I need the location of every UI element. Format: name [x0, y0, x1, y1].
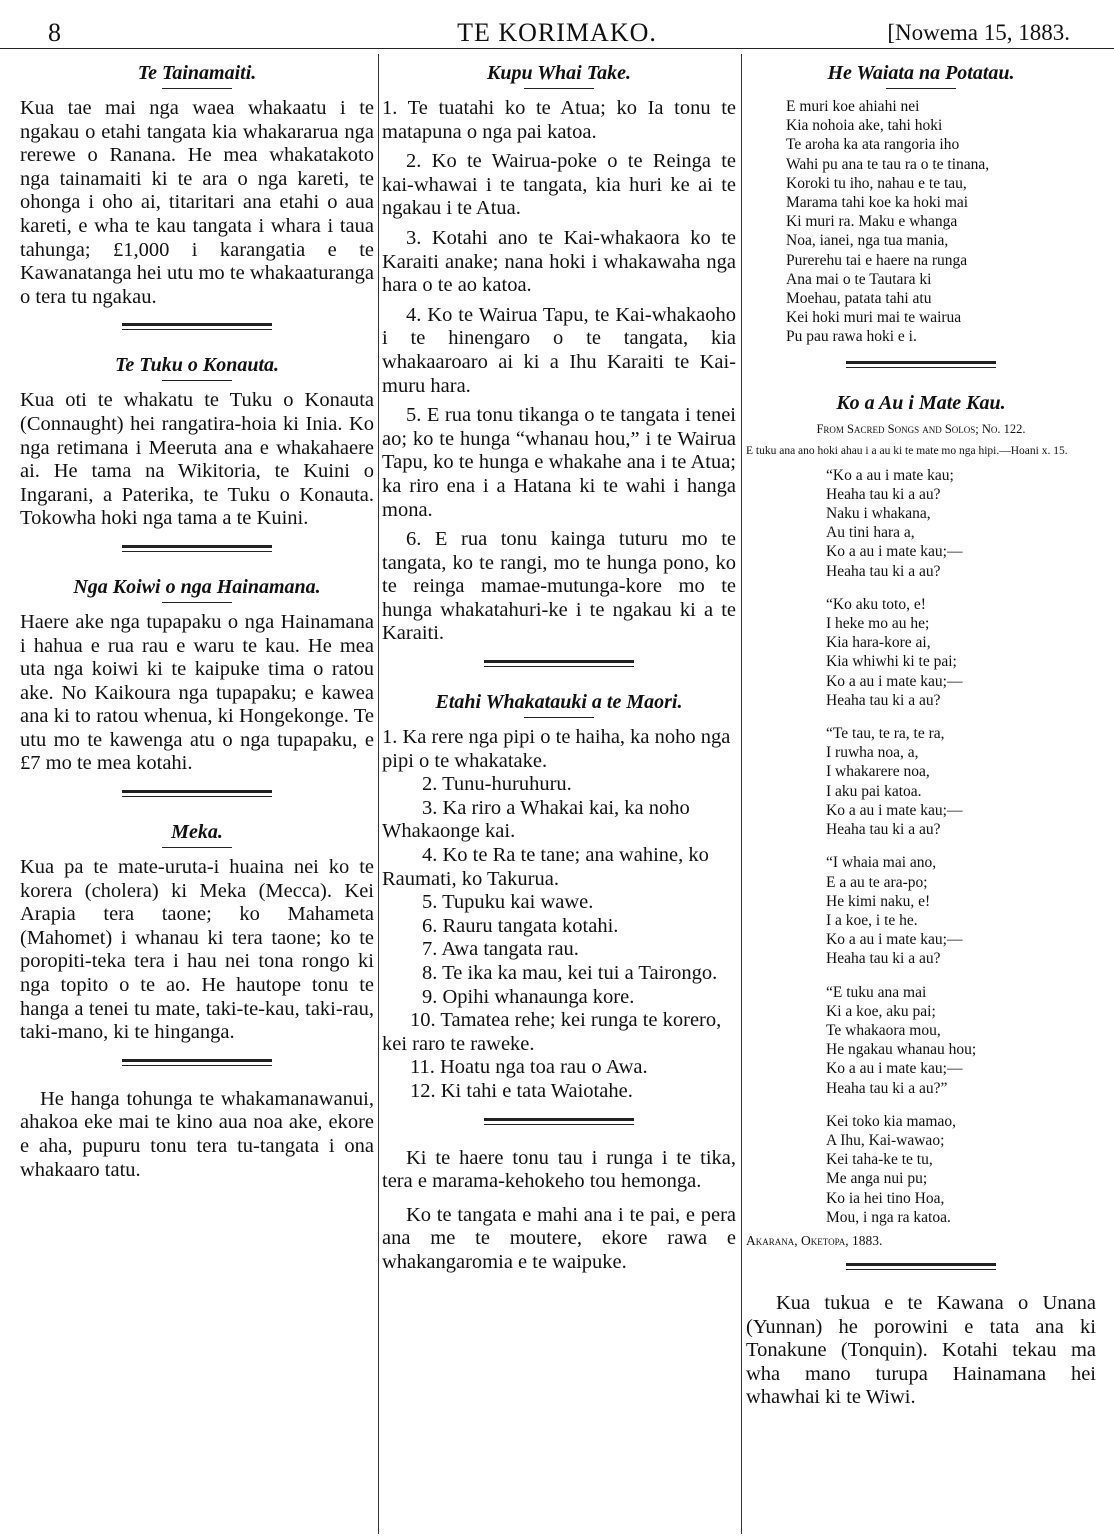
article-text: Kua tae mai nga waea whakaatu i te ngakau o etahi tangata kia whakararua nga rerewe o Ranana. He mea whakatakoto nga tainamaiti ki te ara o nga kareti, te ohonga i oho ai, titaritari ana etahi o aua kareti, e wha te kau tangata i whara i taua tahunga; £1,000 i karangatia e te Kawanatanga hei utu mo te whakaaturanga o tera tu ngakau. — [20, 97, 374, 308]
section-divider — [846, 1263, 996, 1270]
poem-line: “Ko aku toto, e! — [826, 595, 926, 613]
column-1 — [20, 60, 374, 1182]
list-item: 8. Te ika ka mau, kei tui a Tairongo. — [422, 962, 718, 984]
article-text: Kua pa te mate-uruta-i huaina nei ko te korera (cholera) ki Meka (Mecca). Kei Arapia tera taone; ko Mahameta (Mahomet) i whanau ki tera taone; ko te poropiti-teka tera i hau nei tona rongo ki nga topito o te ao. He hautope tonu te hanga a tenei tu mate, taki-te-kau, taki-rau, taki-mano, ki te hinganga. — [20, 856, 374, 1044]
issue-date: [Nowema 15, 1883. — [887, 20, 1070, 45]
poem-line: Ana mai o te Tautara ki — [786, 270, 932, 288]
article-title: Etahi Whakatauki a te Maori. — [435, 691, 683, 714]
poem-line: Naku i whakana, — [826, 505, 931, 523]
poem-line: Ko a au i mate kau;— — [826, 543, 963, 561]
poem-line: “Te tau, te ra, te ra, — [826, 725, 945, 743]
column-3 — [746, 60, 1096, 1410]
source-line: From Sacred Songs and Solos; No. 122. — [816, 421, 1026, 436]
stanza — [826, 983, 1096, 1098]
poem-line: Ki a koe, aku pai; — [826, 1002, 936, 1020]
poem-line: Heaha tau ki a au?” — [826, 1079, 948, 1097]
poem-line: Heaha tau ki a au? — [826, 562, 941, 580]
waiata-verse — [786, 97, 1096, 347]
poem-line: He kimi naku, e! — [826, 892, 931, 910]
article-title: Te Tainamaiti. — [137, 62, 257, 84]
article-title: Te Tuku o Konauta. — [114, 354, 280, 377]
article-title: Nga Koiwi o nga Hainamana. — [73, 575, 321, 598]
proverb-list — [382, 726, 736, 1104]
article-title: He Waiata na Potatau. — [827, 62, 1015, 84]
poem-line: Ko a au i mate kau;— — [826, 931, 963, 949]
poem-line: Kei taha-ke te tu, — [826, 1151, 933, 1169]
stanza — [826, 466, 1096, 581]
article-text: Haere ake nga tupapaku o nga Hainamana i hahua e rua rau e waru te kau. He mea uta nga koiwi ki te kaipuke tima o ratou ake. No Kaikoura nga tupapaku; e kawea ana ki to ratou whenua, ki Hongekonge. Te utu mo te kawenga atu o nga tupapaku, e £7 mo te mea kotahi. — [20, 610, 374, 775]
poem-line: Kei toko kia mamao, — [826, 1112, 956, 1130]
list-item: 4. Ko te Wairua Tapu, te Kai-whakaoho i te hinengaro o te tangata, kia whakaaroaro ai ki a Ihu Karaiti te Kai-muru hara. — [382, 303, 736, 397]
list-item: 5. E rua tonu tikanga o te tangata i tenei ao; ko te hunga “whanau hou,” i te Wairua Tapu, ko te hunga e whakahe ana i te Atua; ka riro ena i a Hatana ki te wahi i hanga mona. — [382, 404, 736, 521]
poem-line: Ko a au i mate kau;— — [826, 672, 963, 690]
list-item: 3. Ka riro a Whakai kai, ka noho Whakaonge kai. — [382, 796, 690, 843]
newspaper-title: TE KORIMAKO. — [457, 18, 657, 47]
poem-line: Pu pau rawa hoki e i. — [786, 328, 917, 346]
article-title: Meka. — [171, 821, 223, 844]
list-item: 1. Ka rere nga pipi o te haiha, ka noho nga pipi o te whakatake. — [382, 726, 731, 772]
stanza — [826, 724, 1096, 839]
poem-line: Au tini hara a, — [826, 524, 915, 542]
poem-line: Heaha tau ki a au? — [826, 950, 941, 968]
list-item: 2. Ko te Wairua-poke o te Reinga te kai-whawai i te tangata, kia huri ke ai te ngakau i te Atua. — [382, 150, 736, 220]
poem-line: Kia hara-kore ai, — [826, 634, 931, 652]
title-rule — [162, 88, 232, 89]
column-divider — [741, 54, 742, 1534]
poem-line: He ngakau whanau hou; — [826, 1041, 977, 1059]
article-title: Kupu Whai Take. — [487, 62, 631, 84]
poem-line: E a au te ara-po; — [826, 873, 928, 891]
poem-line: Te aroha ka ata rangoria iho — [786, 136, 960, 154]
poem-line: Marama tahi koe ka hoki mai — [786, 194, 969, 212]
section-divider — [484, 1118, 634, 1125]
poem-line: I heke mo au he; — [826, 615, 930, 633]
poem-line: “I whaia mai ano, — [826, 854, 937, 872]
page-number: 8 — [48, 18, 61, 47]
poem-line: I aku pai katoa. — [826, 782, 922, 800]
list-item: 6. E rua tonu kainga tuturu mo te tangata, ko te rangi, mo te hunga pono, ko te reinga mamae-mutunga-kore mo te hunga whakatahuri-ke i te ngakau ki a te Karaiti. — [382, 528, 736, 645]
title-rule — [162, 380, 232, 381]
poem-line: I ruwha noa, a, — [826, 744, 919, 762]
signature-text: Akarana, Oketopa, 1883. — [746, 1232, 883, 1248]
article-text: Ki te haere tonu tau i runga i te tika, tera e marama-kehokeho tou hemonga. — [382, 1146, 736, 1193]
poem-line: Ko a au i mate kau;— — [826, 801, 963, 819]
poem-line: Noa, ianei, nga tua mania, — [786, 232, 949, 250]
section-divider — [484, 660, 634, 667]
poem-line: Heaha tau ki a au? — [826, 691, 941, 709]
list-item: 3. Kotahi ano te Kai-whakaora ko te Karaiti anake; nana hoki i whakawaha nga hara o te ao katoa. — [382, 226, 736, 297]
poem-line: A Ihu, Kai-wawao; — [826, 1131, 945, 1149]
poem-line: I a koe, i te he. — [826, 911, 918, 929]
poem-line: Ko a au i mate kau;— — [826, 1060, 963, 1078]
article-text: Kua tukua e te Kawana o Unana (Yunnan) he porowini e tata ana ki Tonakune (Tonquin). Kotahi tekau ma wha mano turupa Hainamana hei whawhai ki te Wiwi. — [746, 1291, 1096, 1409]
poem-line: Kia nohoia ake, tahi hoki — [786, 117, 943, 135]
article-text: Ko te tangata e mahi ana i te pai, e pera ana me te moutere, ekore rawa e whakangaromia e te waipuke. — [382, 1203, 736, 1273]
list-item: 9. Opihi whanaunga kore. — [422, 985, 635, 1008]
poem-line: Wahi pu ana te tau ra o te tinana, — [786, 155, 990, 173]
article-text: He hanga tohunga te whakamanawanui, ahakoa eke mai te kino aua noa ake, ekore e aha, pupuru tonu tera tu-tangata i ona whakaaro tatu. — [20, 1087, 374, 1181]
list-item: 1. Te tuatahi ko te Atua; ko Ia tonu te matapuna o nga pai katoa. — [382, 97, 736, 143]
section-divider — [122, 1059, 272, 1066]
hymn — [826, 466, 1096, 1227]
title-rule — [524, 88, 594, 89]
poem-line: Moehau, patata tahi atu — [786, 290, 932, 308]
article-title: Ko a Au i Mate Kau. — [836, 391, 1006, 414]
list-item: 12. Ki tahi e tata Waiotahe. — [410, 1079, 633, 1102]
poem-line: Heaha tau ki a au? — [826, 821, 941, 839]
poem-line: E muri koe ahiahi nei — [786, 98, 920, 115]
poem-line: Koroki tu iho, nahau e te tau, — [786, 174, 967, 192]
list-item: 4. Ko te Ra te tane; ana wahine, ko Raumati, ko Takurua. — [382, 844, 709, 890]
column-divider — [378, 54, 379, 1534]
numbered-list — [382, 97, 736, 646]
list-item: 6. Rauru tangata kotahi. — [422, 914, 619, 937]
article-text: Kua oti te whakatu te Tuku o Konauta (Connaught) hei rangatira-hoia ki Inia. Ko nga retimana i Meeruta ana e whakahaere ai. He tama na Wikitoria, te Kuini o Ingarani, a Paterika, te Tuku o Konauta. Tokowha hoki nga tama a te Kuini. — [20, 389, 374, 530]
list-item: 5. Tupuku kai wawe. — [422, 891, 594, 914]
poem-line: Heaha tau ki a au? — [826, 485, 941, 503]
poem-line: I whakarere noa, — [826, 763, 930, 781]
poem-line: “E tuku ana mai — [826, 983, 927, 1001]
poem-line: Kei hoki muri mai te wairua — [786, 309, 962, 327]
section-divider — [846, 361, 996, 368]
epigraph: E tuku ana ano hoki ahau i a au ki te mate mo nga hipi.—Hoani x. 15. — [746, 444, 1068, 457]
title-rule — [886, 88, 956, 89]
poem-line: Me anga nui pu; — [826, 1170, 928, 1188]
signature — [746, 1233, 1096, 1249]
title-rule — [162, 602, 232, 603]
list-item: 10. Tamatea rehe; kei runga te korero, kei raro te raweke. — [382, 1009, 722, 1055]
section-divider — [122, 790, 272, 797]
stanza — [826, 853, 1096, 968]
poem-line: Ki muri ra. Maku e whanga — [786, 213, 958, 231]
poem-line: Te whakaora mou, — [826, 1021, 941, 1039]
list-item: 2. Tunu-huruhuru. — [422, 773, 572, 796]
stanza — [826, 1112, 1096, 1227]
title-rule — [162, 847, 232, 848]
poem-line: “Ko a au i mate kau; — [826, 466, 954, 484]
poem-line: Ko ia hei tino Hoa, — [826, 1189, 945, 1207]
section-divider — [122, 545, 272, 552]
column-2 — [382, 60, 736, 1275]
stanza — [826, 595, 1096, 710]
title-rule — [524, 717, 594, 718]
masthead — [0, 12, 1114, 49]
poem-line: Mou, i nga ra katoa. — [826, 1208, 951, 1226]
poem-line: Kia whiwhi ki te pai; — [826, 653, 957, 671]
list-item: 11. Hoatu nga toa rau o Awa. — [410, 1056, 648, 1079]
poem-line: Purerehu tai e haere na runga — [786, 251, 968, 269]
section-divider — [122, 323, 272, 330]
list-item: 7. Awa tangata rau. — [422, 938, 579, 961]
